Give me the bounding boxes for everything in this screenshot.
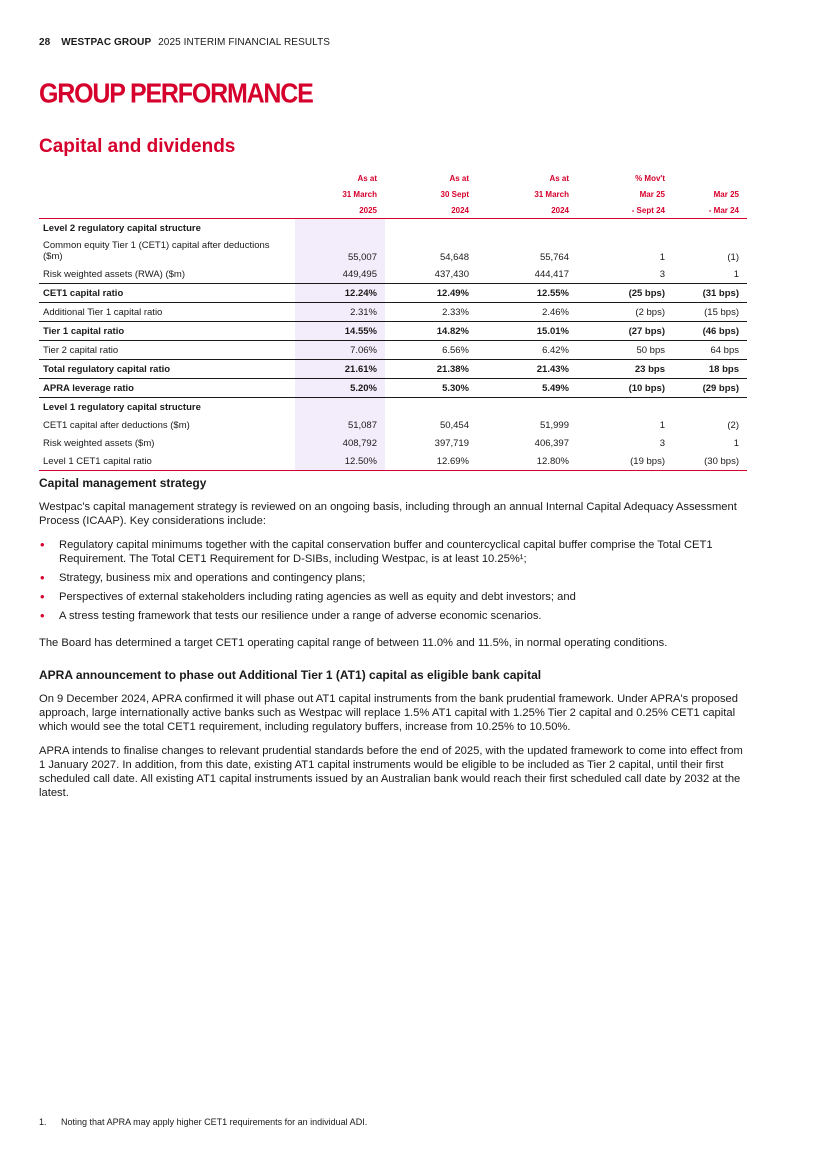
row-label: Risk weighted assets (RWA) ($m) bbox=[43, 268, 186, 280]
table-row bbox=[39, 379, 747, 398]
brand-name: WESTPAC GROUP bbox=[61, 37, 152, 48]
cell-value: 12.80% bbox=[477, 452, 577, 471]
table-header bbox=[39, 170, 747, 219]
cell-value: (25 bps) bbox=[577, 284, 673, 303]
col-header-line3: - Mar 24 bbox=[673, 202, 747, 219]
col-header-line3: 2025 bbox=[295, 202, 385, 219]
cell-value: 55,764 bbox=[539, 252, 569, 263]
cell-value: 54,648 bbox=[439, 252, 469, 263]
cell-value: 51,087 bbox=[295, 416, 385, 434]
cell-value: 14.55% bbox=[295, 322, 385, 341]
cell-value: (15 bps) bbox=[704, 306, 739, 318]
cell-value: 23 bps bbox=[577, 360, 673, 379]
footnote-number: 1. bbox=[39, 1117, 47, 1127]
table-row bbox=[39, 398, 747, 417]
table-row bbox=[39, 434, 747, 452]
cell-value: 2.33% bbox=[442, 306, 469, 318]
cell-value: 1 bbox=[733, 268, 739, 280]
cell-value: 3 bbox=[659, 437, 665, 449]
table-row bbox=[39, 303, 747, 322]
cell-value: (46 bps) bbox=[673, 322, 747, 341]
cell-value: 406,397 bbox=[534, 437, 569, 449]
cell-value: 21.38% bbox=[385, 360, 477, 379]
cell-value bbox=[295, 219, 385, 238]
report-name: 2025 INTERIM FINANCIAL RESULTS bbox=[158, 37, 331, 48]
capital-table bbox=[39, 170, 747, 471]
cell-value: (30 bps) bbox=[673, 452, 747, 471]
cell-value: 5.20% bbox=[295, 379, 385, 398]
table-row bbox=[39, 322, 747, 341]
list-item-text: Strategy, business mix and operations and contingency plans; bbox=[59, 572, 366, 584]
cell-value: 64 bps bbox=[710, 344, 739, 356]
cell-value: 5.30% bbox=[385, 379, 477, 398]
table-header-spacer bbox=[39, 202, 295, 219]
cell-value: (29 bps) bbox=[673, 379, 747, 398]
cell-value: 12.24% bbox=[295, 284, 385, 303]
row-label: Level 1 regulatory capital structure bbox=[43, 401, 201, 413]
row-label: Level 2 regulatory capital structure bbox=[43, 222, 201, 234]
col-header-line2: 31 March bbox=[534, 189, 569, 199]
col-header-line3: - Sept 24 bbox=[577, 202, 673, 219]
row-label: Total regulatory capital ratio bbox=[39, 360, 295, 379]
col-header-line3: 2024 bbox=[477, 202, 577, 219]
table-row bbox=[39, 416, 747, 434]
page-header bbox=[39, 37, 330, 48]
cell-value: 444,417 bbox=[534, 268, 569, 280]
section-title: GROUP PERFORMANCE bbox=[39, 78, 313, 110]
bullet-icon: • bbox=[40, 589, 45, 604]
cell-value: 1 bbox=[733, 437, 739, 449]
table-row bbox=[39, 265, 747, 284]
table-row bbox=[39, 452, 747, 471]
apra-paragraph-1: On 9 December 2024, APRA confirmed it will phase out AT1 capital instruments from the bank prudential framework. Under APRA's proposed approach, large internationally active banks such as Westpac will replace 1.5% AT1 capital with 1.25% Tier 2 capital and 0.25% CET1 capital which would see the total CET1 requirement, including regulatory buffers, increase from 10.25% to 10.50%. bbox=[39, 693, 739, 733]
cell-value bbox=[673, 398, 747, 417]
cell-value: (1) bbox=[727, 252, 739, 263]
table-row bbox=[39, 237, 747, 265]
list-item bbox=[39, 609, 745, 623]
cell-value: 408,792 bbox=[295, 434, 385, 452]
cell-value: 14.82% bbox=[385, 322, 477, 341]
cell-value: 397,719 bbox=[434, 437, 469, 449]
list-item-text: Perspectives of external stakeholders including rating agencies as well as equity and debt investors; and bbox=[59, 591, 576, 603]
cell-value: 15.01% bbox=[477, 322, 577, 341]
footnote bbox=[39, 1117, 367, 1127]
row-label: CET1 capital ratio bbox=[39, 284, 295, 303]
body-content bbox=[39, 476, 745, 810]
col-header-line2: Mar 25 bbox=[639, 189, 665, 199]
cell-value: 50,454 bbox=[439, 419, 469, 431]
cell-value: 5.49% bbox=[477, 379, 577, 398]
col-header-line1: As at bbox=[449, 173, 469, 183]
strategy-heading: Capital management strategy bbox=[39, 476, 207, 490]
cell-value: 1 bbox=[659, 252, 665, 263]
cell-value bbox=[385, 398, 477, 417]
table-header-spacer bbox=[39, 170, 295, 186]
row-label: APRA leverage ratio bbox=[39, 379, 295, 398]
table-row bbox=[39, 219, 747, 238]
cell-value: 7.06% bbox=[295, 341, 385, 360]
list-item bbox=[39, 538, 745, 566]
cell-value: 3 bbox=[659, 268, 665, 280]
col-header-line1 bbox=[673, 170, 747, 186]
cell-value: (19 bps) bbox=[577, 452, 673, 471]
cell-value: (27 bps) bbox=[577, 322, 673, 341]
cell-value: 2.46% bbox=[542, 306, 569, 318]
row-label: Tier 2 capital ratio bbox=[43, 344, 119, 356]
col-header-line2: 31 March bbox=[342, 189, 377, 199]
list-item bbox=[39, 571, 745, 585]
table-row bbox=[39, 360, 747, 379]
strategy-intro: Westpac's capital management strategy is reviewed on an ongoing basis, including through an annual Internal Capital Adequacy Assessment Process (ICAAP). Key considerations include: bbox=[39, 501, 737, 527]
cell-value bbox=[673, 219, 747, 238]
cell-value bbox=[577, 398, 673, 417]
table-body bbox=[39, 219, 747, 471]
cell-value: 21.61% bbox=[295, 360, 385, 379]
row-label: Tier 1 capital ratio bbox=[39, 322, 295, 341]
cell-value: 21.43% bbox=[477, 360, 577, 379]
cell-value: 6.42% bbox=[542, 344, 569, 356]
row-label: Risk weighted assets ($m) bbox=[43, 437, 155, 449]
list-item-text: Regulatory capital minimums together with the capital conservation buffer and countercyclical capital buffer comprise the Total CET1 Requirement. The Total CET1 Requirement for D-SIBs, including Westpac, is at least 10.25%¹; bbox=[59, 539, 713, 565]
col-header-line2: Mar 25 bbox=[713, 189, 739, 199]
list-item-text: A stress testing framework that tests our resilience under a range of adverse economic scenarios. bbox=[59, 610, 542, 622]
cell-value: 12.50% bbox=[295, 452, 385, 471]
cell-value: 12.49% bbox=[385, 284, 477, 303]
cell-value: (10 bps) bbox=[577, 379, 673, 398]
bullet-icon: • bbox=[40, 608, 45, 623]
cell-value: 18 bps bbox=[673, 360, 747, 379]
cell-value: 55,007 bbox=[295, 237, 385, 265]
table-row bbox=[39, 284, 747, 303]
cell-value: 12.55% bbox=[477, 284, 577, 303]
page-number: 28 bbox=[39, 37, 51, 48]
cell-value bbox=[577, 219, 673, 238]
cell-value: 50 bps bbox=[636, 344, 665, 356]
col-header-line1: % Mov't bbox=[635, 173, 665, 183]
footnote-text: Noting that APRA may apply higher CET1 requirements for an individual ADI. bbox=[61, 1117, 368, 1127]
table-header-spacer bbox=[39, 186, 295, 202]
col-header-line1: As at bbox=[549, 173, 569, 183]
considerations-list bbox=[39, 538, 745, 623]
cell-value: 6.56% bbox=[442, 344, 469, 356]
cell-value: 437,430 bbox=[434, 268, 469, 280]
cell-value: 449,495 bbox=[295, 265, 385, 284]
col-header-line2: 30 Sept bbox=[440, 189, 469, 199]
cell-value: (2) bbox=[727, 419, 739, 431]
cell-value bbox=[477, 219, 577, 238]
apra-paragraph-2: APRA intends to finalise changes to relevant prudential standards before the end of 2025, with the updated framework to come into effect from 1 January 2027. In addition, from this date, existing AT1 capital instruments would be eligible to be included as Tier 2 capital, until their first scheduled call date. All existing AT1 capital instruments issued by an Australian bank would reach their first scheduled call date by 2032 at the latest. bbox=[39, 745, 743, 799]
table-row bbox=[39, 341, 747, 360]
cell-value: (31 bps) bbox=[673, 284, 747, 303]
list-item bbox=[39, 590, 745, 604]
col-header-line3: 2024 bbox=[385, 202, 477, 219]
cell-value: 2.31% bbox=[295, 303, 385, 322]
board-paragraph: The Board has determined a target CET1 operating capital range of between 11.0% and 11.5%, in normal operating conditions. bbox=[39, 637, 668, 649]
cell-value: 12.69% bbox=[385, 452, 477, 471]
cell-value bbox=[385, 219, 477, 238]
col-header-line1: As at bbox=[357, 173, 377, 183]
cell-value: 51,999 bbox=[539, 419, 569, 431]
bullet-icon: • bbox=[40, 570, 45, 585]
cell-value: (2 bps) bbox=[635, 306, 665, 318]
cell-value: 1 bbox=[659, 419, 665, 431]
sub-title: Capital and dividends bbox=[39, 136, 236, 157]
bullet-icon: • bbox=[40, 537, 45, 552]
cell-value bbox=[295, 398, 385, 417]
row-label: CET1 capital after deductions ($m) bbox=[43, 419, 190, 431]
row-label: Additional Tier 1 capital ratio bbox=[43, 306, 163, 318]
cell-value bbox=[477, 398, 577, 417]
apra-heading: APRA announcement to phase out Additional Tier 1 (AT1) capital as eligible bank capital bbox=[39, 668, 542, 682]
row-label: Common equity Tier 1 (CET1) capital after deductions ($m) bbox=[43, 240, 270, 262]
row-label: Level 1 CET1 capital ratio bbox=[39, 452, 295, 471]
